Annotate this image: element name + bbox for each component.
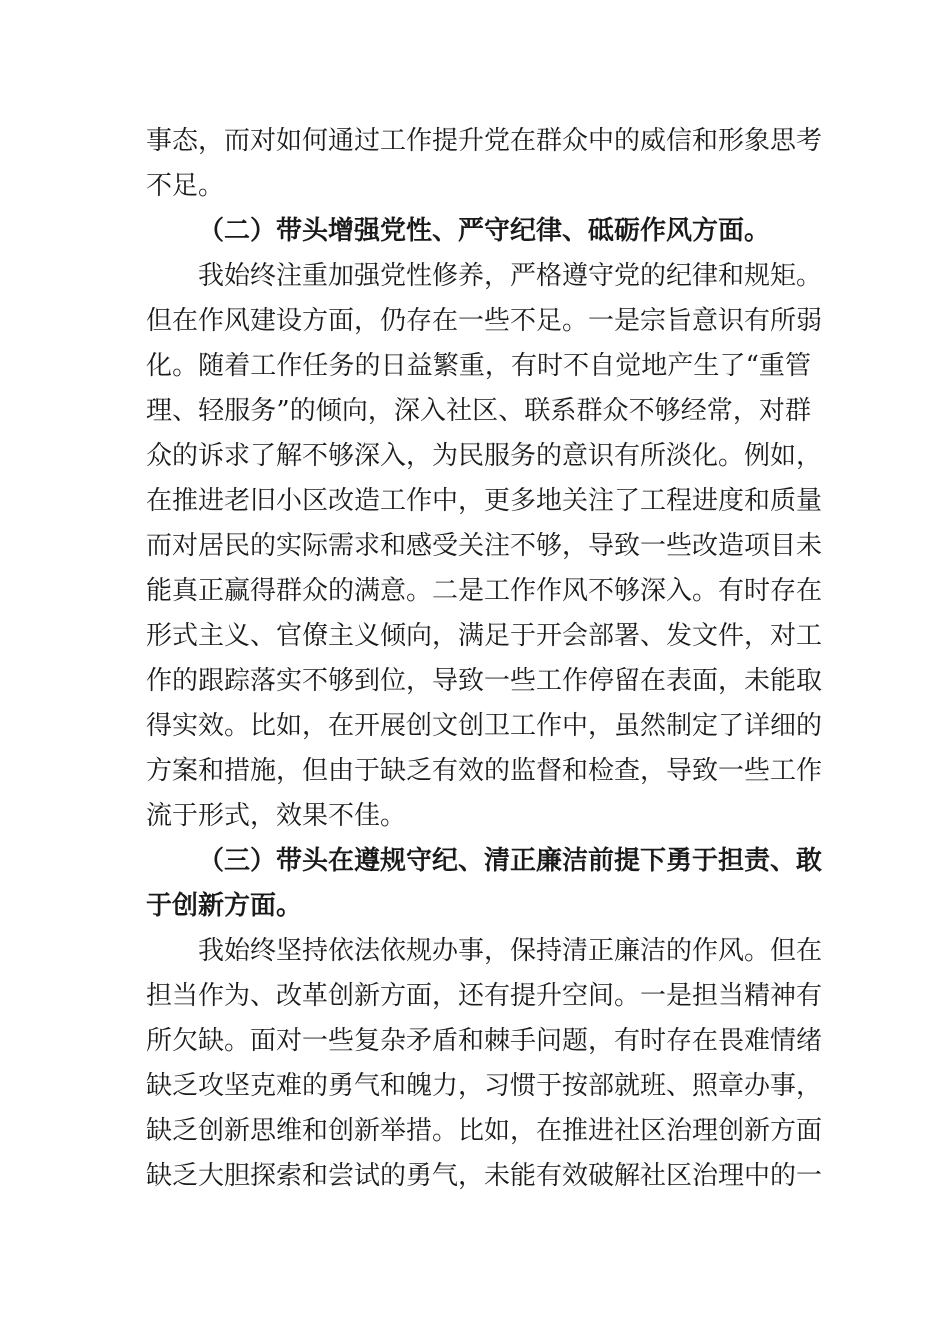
section-heading: （三）带头在遵规守纪、清正廉洁前提下勇于担责、敢 bbox=[198, 846, 823, 876]
body-text-line: 众的诉求了解不够深入，为民服务的意识有所淡化。例如， bbox=[146, 441, 823, 471]
body-text-line: 化。随着工作任务的日益繁重，有时不自觉地产生了“重管 bbox=[146, 351, 811, 381]
body-text-line: 缺乏大胆探索和尝试的勇气，未能有效破解社区治理中的一 bbox=[146, 1161, 823, 1191]
body-text-line: 形式主义、官僚主义倾向，满足于开会部署、发文件，对工 bbox=[146, 621, 823, 651]
body-text-line: 我始终注重加强党性修养，严格遵守党的纪律和规矩。 bbox=[198, 261, 823, 291]
body-text-line: 得实效。比如，在开展创文创卫工作中，虽然制定了详细的 bbox=[146, 711, 823, 741]
section-heading: （二）带头增强党性、严守纪律、砥砺作风方面。 bbox=[198, 216, 771, 246]
body-text-line: 我始终坚持依法依规办事，保持清正廉洁的作风。但在 bbox=[198, 936, 823, 966]
body-text-line: 但在作风建设方面，仍存在一些不足。一是宗旨意识有所弱 bbox=[146, 306, 823, 336]
body-text-line: 流于形式，效果不佳。 bbox=[146, 801, 407, 831]
body-text-line: 作的跟踪落实不够到位，导致一些工作停留在表面，未能取 bbox=[146, 666, 823, 696]
body-text-line: 担当作为、改革创新方面，还有提升空间。一是担当精神有 bbox=[146, 981, 823, 1011]
body-text-line: 缺乏攻坚克难的勇气和魄力，习惯于按部就班、照章办事， bbox=[146, 1071, 823, 1101]
body-text-line: 所欠缺。面对一些复杂矛盾和棘手问题，有时存在畏难情绪 bbox=[146, 1026, 823, 1056]
body-text-line: 不足。 bbox=[146, 171, 225, 201]
body-text-line: 在推进老旧小区改造工作中，更多地关注了工程进度和质量 bbox=[146, 486, 823, 516]
section-heading-continued: 于创新方面。 bbox=[146, 891, 303, 921]
body-text-line: 而对居民的实际需求和感受关注不够，导致一些改造项目未 bbox=[146, 531, 823, 561]
body-text-line: 能真正赢得群众的满意。二是工作作风不够深入。有时存在 bbox=[146, 576, 823, 606]
body-text-line: 方案和措施，但由于缺乏有效的监督和检查，导致一些工作 bbox=[146, 756, 823, 786]
body-text-line: 缺乏创新思维和创新举措。比如，在推进社区治理创新方面 bbox=[146, 1116, 823, 1146]
body-text-line: 事态，而对如何通过工作提升党在群众中的威信和形象思考 bbox=[146, 126, 823, 156]
body-text-line: 理、轻服务”的倾向，深入社区、联系群众不够经常，对群 bbox=[146, 396, 811, 426]
